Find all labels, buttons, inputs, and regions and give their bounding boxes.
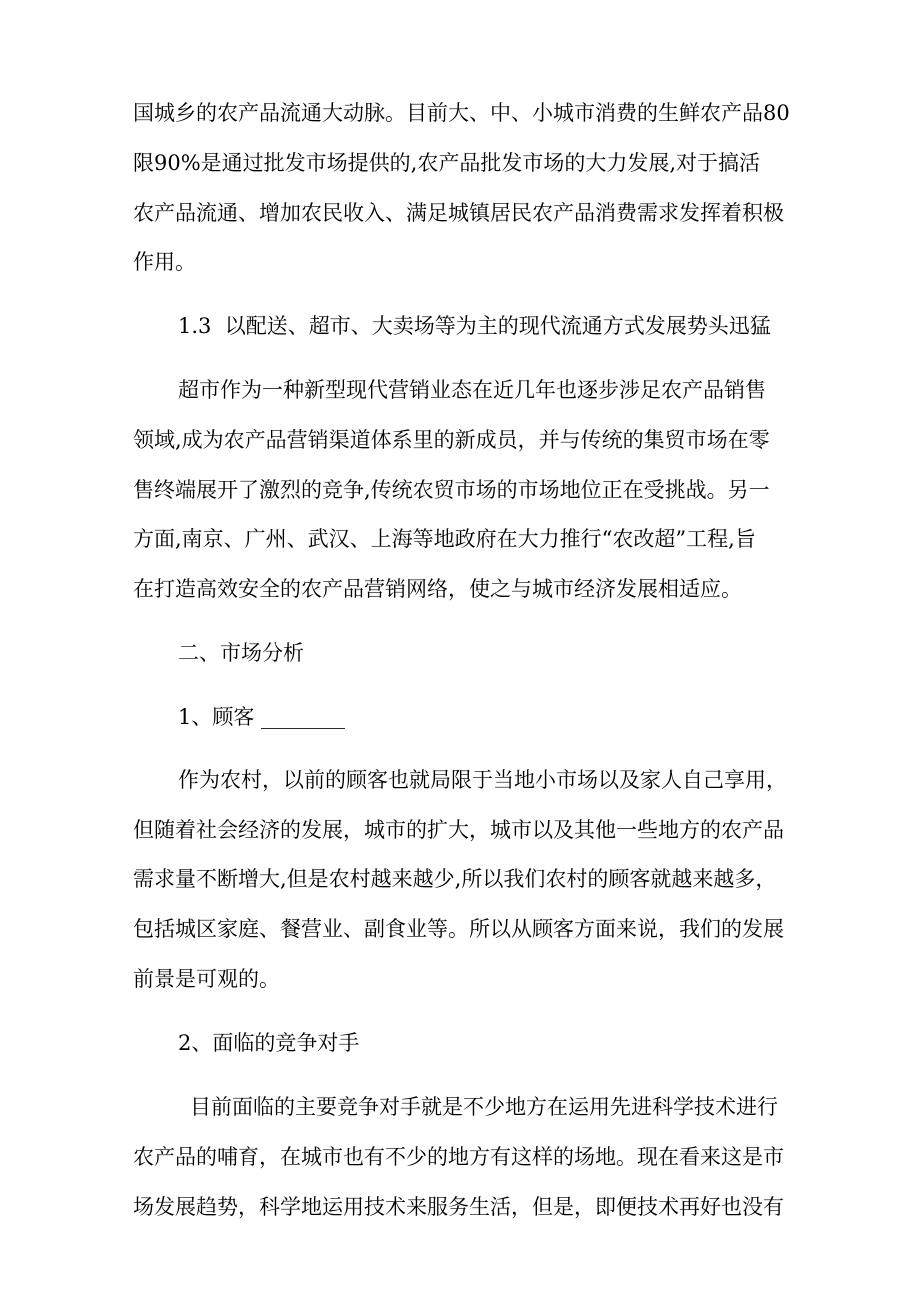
text-line: 但随着社会经济的发展，城市的扩大，城市以及其他一些地方的农产品 xyxy=(133,818,784,842)
text-line: 目前面临的主要竞争对手就是不少地方在运用先进科学技术进行 xyxy=(190,1095,778,1119)
section-heading: 1.3 以配送、超市、大卖场等为主的现代流通方式发展势头迅猛 xyxy=(178,314,771,338)
text-line: 作用。 xyxy=(133,250,196,274)
text-line: 国城乡的农产品流通大动脉。目前大、中、小城市消费的生鲜农产品80 xyxy=(133,101,790,125)
section-heading: 二、市场分析 xyxy=(178,641,304,665)
text-line: 农产品流通、增加农民收入、满足城镇居民农产品消费需求发挥着积极 xyxy=(133,201,784,225)
section-heading: 1、顾客 ________ xyxy=(178,705,346,729)
text-line: 超市作为一种新型现代营销业态在近几年也逐步涉足农产品销售 xyxy=(178,378,766,402)
text-line: 售终端展开了激烈的竞争,传统农贸市场的市场地位正在受挑战。另一 xyxy=(133,478,770,502)
text-line: 作为农村，以前的顾客也就局限于当地小市场以及家人自己享用， xyxy=(178,768,787,792)
text-line: 在打造高效安全的农产品营销网络，使之与城市经济发展相适应。 xyxy=(133,577,742,601)
text-line: 领域,成为农产品营销渠道体系里的新成员，并与传统的集贸市场在零 xyxy=(133,428,770,452)
text-line: 场发展趋势，科学地运用技术来服务生活，但是，即便技术再好也没有 xyxy=(133,1195,784,1219)
text-line: 包括城区家庭、餐营业、副食业等。所以从顾客方面来说，我们的发展 xyxy=(133,917,784,941)
text-line: 前景是可观的。 xyxy=(133,967,280,991)
text-line: 方面,南京、广州、武汉、上海等地政府在大力推行“农改超”工程,旨 xyxy=(133,527,756,551)
section-heading: 2、面临的竞争对手 xyxy=(178,1031,360,1055)
text-line: 限90%是通过批发市场提供的,农产品批发市场的大力发展,对于搞活 xyxy=(133,151,761,175)
text-line: 农产品的哺育，在城市也有不少的地方有这样的场地。现在看来这是市 xyxy=(133,1145,784,1169)
text-line: 需求量不断增大,但是农村越来越少,所以我们农村的顾客就越来越多， xyxy=(133,867,777,891)
